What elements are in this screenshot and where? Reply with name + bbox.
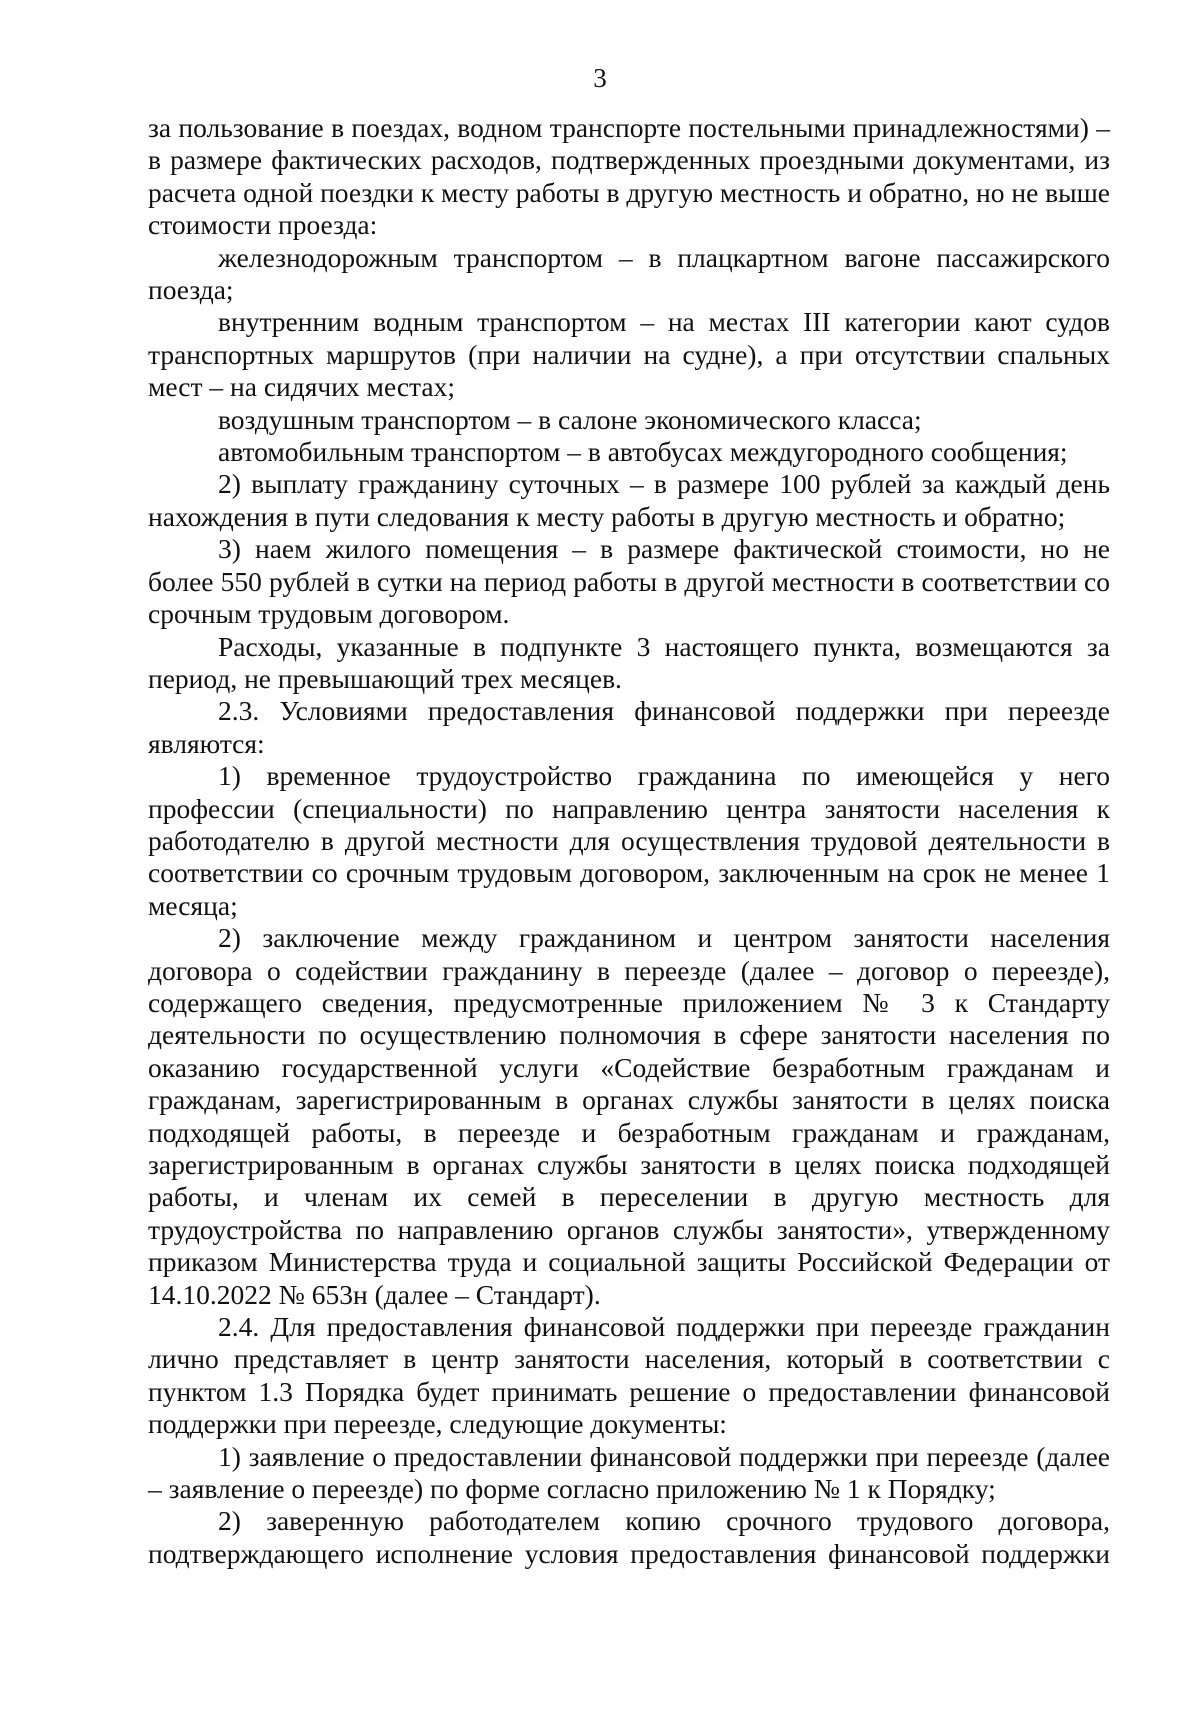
paragraph-section-2-4: 2.4. Для предоставления финансовой поддержки при переезде гражданин лично представляет в центр занятости населения, который в соответствии с пунктом 1.3 Порядка будет принимать решение о предоставлении финансовой поддержки при переезде, следующие документы: bbox=[148, 1311, 1110, 1440]
paragraph-section-2-3: 2.3. Условиями предоставления финансовой поддержки при переезде являются: bbox=[148, 695, 1110, 759]
paragraph-document-2: 2) заверенную работодателем копию срочного трудового договора, подтверждающего исполнение условия предоставления финансовой поддержки bbox=[148, 1505, 1110, 1569]
paragraph-housing-rent: 3) наем жилого помещения – в размере фактической стоимости, но не более 550 рублей в сутки на период работы в другой местности в соответствии со срочным трудовым договором. bbox=[148, 533, 1110, 630]
paragraph-document-1: 1) заявление о предоставлении финансовой поддержки при переезде (далее – заявление о переезде) по форме согласно приложению № 1 к Порядку; bbox=[148, 1440, 1110, 1505]
document-body bbox=[148, 112, 1110, 1570]
paragraph-continuation: за пользование в поездах, водном транспорте постельными принадлежностями) – в размере фактических расходов, подтвержденных проездными документами, из расчета одной поездки к месту работы в другую местность и обратно, но не выше стоимости проезда: bbox=[148, 112, 1111, 241]
page-number: 3 bbox=[593, 63, 607, 93]
paragraph-expenses-period: Расходы, указанные в подпункте 3 настоящего пункта, возмещаются за период, не превышающий трех месяцев. bbox=[148, 630, 1110, 694]
paragraph-water-transport: внутренним водным транспортом – на местах III категории кают судов транспортных маршрутов (при наличии на судне), а при отсутствии спальных мест – на сидячих местах; bbox=[148, 306, 1110, 403]
paragraph-rail-transport: железнодорожным транспортом – в плацкартном вагоне пассажирского поезда; bbox=[148, 241, 1110, 306]
paragraph-daily-allowance: 2) выплату гражданину суточных – в размере 100 рублей за каждый день нахождения в пути следования к месту работы в другую местность и обратно; bbox=[148, 468, 1110, 532]
paragraph-condition-1: 1) временное трудоустройство гражданина по имеющейся у него профессии (специальности) по направлению центра занятости населения к работодателю в другой местности для осуществления трудовой деятельности в соответствии со срочным трудовым договором, заключенным на срок не менее 1 месяца; bbox=[148, 760, 1110, 921]
paragraph-road-transport: автомобильным транспортом – в автобусах междугородного сообщения; bbox=[218, 436, 1068, 468]
paragraph-condition-2: 2) заключение между гражданином и центром занятости населения договора о содействии гражданину в переезде (далее – договор о переезде), содержащего сведения, предусмотренные приложением № 3 к Стандарту деятельности по осуществлению полномочия в сфере занятости населения по оказанию государственной услуги «Содействие безработным гражданам и гражданам, зарегистрированным в органах службы занятости в целях поиска подходящей работы, в переезде и безработным гражданам и гражданам, зарегистрированным в органах службы занятости в целях поиска подходящей работы, и членам их семей в переселении в другую местность для трудоустройства по направлению органов службы занятости», утвержденному приказом Министерства труда и социальной защиты Российской Федерации от 14.10.2022 № 653н (далее – Стандарт). bbox=[148, 922, 1110, 1310]
paragraph-air-transport: воздушным транспортом – в салоне экономического класса; bbox=[218, 403, 922, 435]
